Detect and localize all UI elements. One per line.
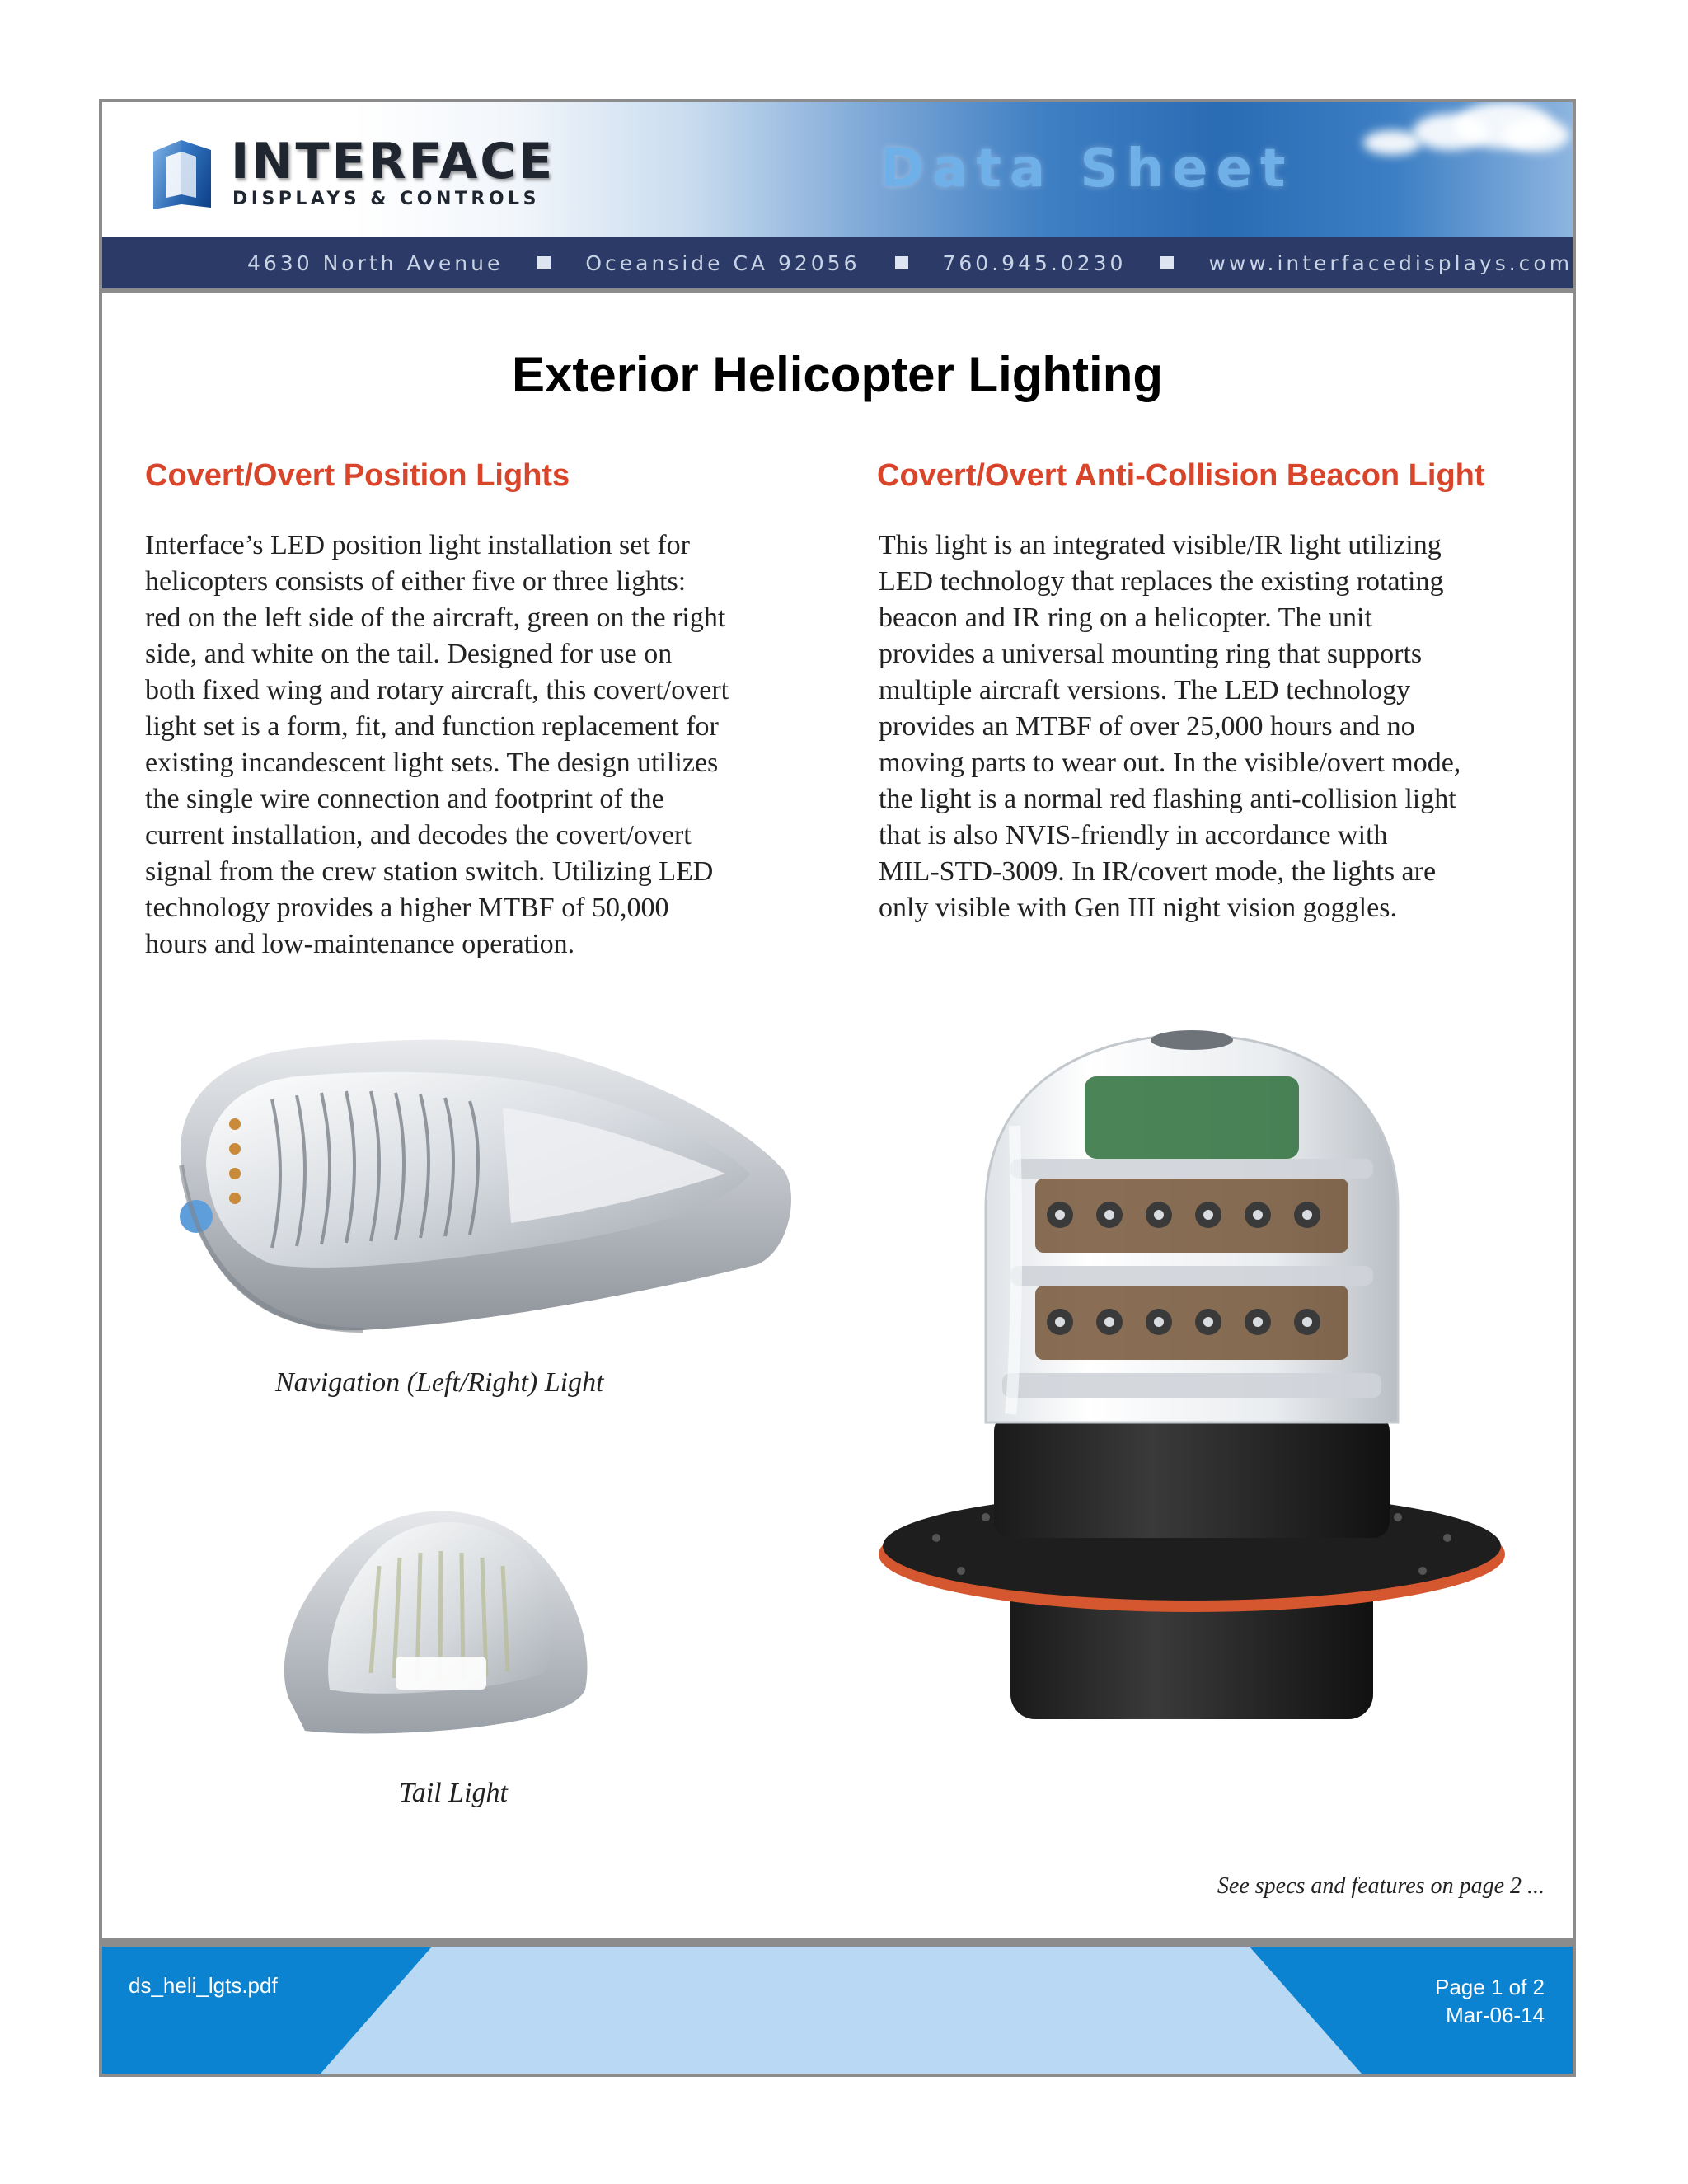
logo-subtitle: DISPLAYS & CONTROLS xyxy=(232,189,540,209)
header-banner xyxy=(102,102,1573,237)
street-address: 4630 North Avenue xyxy=(247,251,504,275)
logo-wordmark: INTERFACE xyxy=(231,133,556,190)
position-lights-description xyxy=(145,527,804,963)
text-line: beacon and IR ring on a helicopter. The unit xyxy=(879,602,1372,633)
square-separator-icon xyxy=(537,256,551,269)
page-title: Exterior Helicopter Lighting xyxy=(511,347,1164,402)
text-line: the single wire connection and footprint of the xyxy=(145,784,664,814)
text-line: provides a universal mounting ring that supports xyxy=(879,639,1423,669)
text-line: LED technology that replaces the existing rotating xyxy=(879,566,1444,597)
city-address: Oceanside CA 92056 xyxy=(585,251,860,275)
document-date: Mar-06-14 xyxy=(1446,2003,1545,2027)
text-line: that is also NVIS-friendly in accordance with xyxy=(879,820,1388,851)
square-separator-icon xyxy=(1160,256,1174,269)
text-line: signal from the crew station switch. Utilizing LED xyxy=(145,856,714,887)
text-line: multiple aircraft versions. The LED technology xyxy=(879,675,1411,705)
text-line: moving parts to wear out. In the visible/overt mode, xyxy=(879,748,1461,778)
see-specs-note: See specs and features on page 2 ... xyxy=(1217,1873,1545,1899)
page-number: Page 1 of 2 xyxy=(1435,1975,1545,1999)
text-line: technology provides a higher MTBF of 50,000 xyxy=(145,893,669,923)
square-separator-icon xyxy=(895,256,908,269)
document-type-title: Data Sheet xyxy=(880,138,1294,199)
text-line: existing incandescent light sets. The design utilizes xyxy=(145,748,719,778)
text-line: the light is a normal red flashing anti-collision light xyxy=(879,784,1456,814)
address-bar xyxy=(102,237,1576,293)
beacon-light-image xyxy=(870,1027,1546,1736)
text-line: hours and low-maintenance operation. xyxy=(145,929,575,959)
beacon-light-heading: Covert/Overt Anti-Collision Beacon Light xyxy=(877,458,1485,493)
website-link[interactable]: www.interfacedisplays.com xyxy=(1208,251,1573,275)
text-line: red on the left side of the aircraft, green on the right xyxy=(145,602,726,633)
position-lights-heading: Covert/Overt Position Lights xyxy=(145,458,570,493)
text-line: side, and white on the tail. Designed for use on xyxy=(145,639,673,669)
footer-band xyxy=(102,1947,1573,2077)
navigation-light-caption: Navigation (Left/Right) Light xyxy=(275,1367,604,1398)
text-line: both fixed wing and rotary aircraft, this covert/overt xyxy=(145,675,729,705)
beacon-light-description xyxy=(879,527,1530,926)
footer-center-panel xyxy=(102,1947,1573,2077)
cloud-decoration xyxy=(1363,130,1421,155)
cloud-decoration xyxy=(1503,119,1569,152)
footer-divider xyxy=(102,1938,1573,1947)
footer-page-info xyxy=(1435,1973,1545,2029)
tail-light-caption: Tail Light xyxy=(399,1778,508,1808)
phone-number: 760.945.0230 xyxy=(942,251,1127,275)
text-line: current installation, and decodes the covert/overt xyxy=(145,820,692,851)
footer-filename: ds_heli_lgts.pdf xyxy=(129,1973,278,1998)
navigation-light-image xyxy=(148,1001,832,1347)
text-line: helicopters consists of either five or three lights: xyxy=(145,566,687,597)
company-logo xyxy=(145,134,607,216)
cube-logo-icon xyxy=(145,134,219,216)
text-line: This light is an integrated visible/IR light utilizing xyxy=(879,530,1442,560)
tail-light-image xyxy=(256,1483,602,1747)
text-line: only visible with Gen III night vision goggles. xyxy=(879,893,1397,923)
text-line: MIL-STD-3009. In IR/covert mode, the lights are xyxy=(879,856,1437,887)
text-line: light set is a form, fit, and function replacement for xyxy=(145,711,719,742)
text-line: Interface’s LED position light installation set for xyxy=(145,530,690,560)
text-line: provides an MTBF of over 25,000 hours and no xyxy=(879,711,1415,742)
data-sheet-page xyxy=(99,99,1576,2077)
